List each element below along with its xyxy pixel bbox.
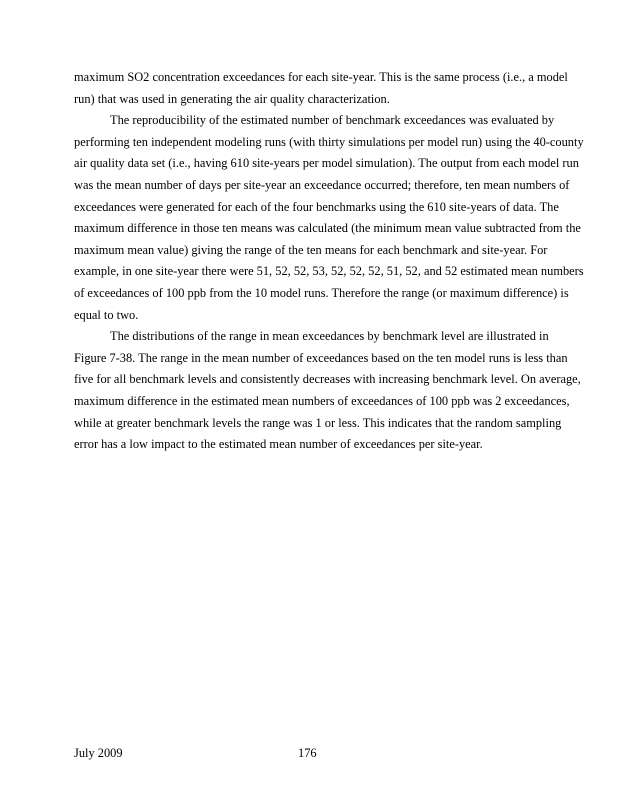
paragraph-1: maximum SO2 concentration exceedances for each site-year. This is the same process (i.e., a model run) that was used in generating the air quality characterization. [74,70,568,106]
footer-date: July 2009 [74,746,123,760]
paragraph-3: The distributions of the range in mean exceedances by benchmark level are illustrated in Figure 7-38. The range in the mean number of exceedances based on the ten model runs is less than five for all benchmark levels and consistently decreases with increasing benchmark level. On average, maximum difference in the estimated mean numbers of exceedances of 100 ppb was 2 exceedances, while at greater benchmark levels the range was 1 or less. This indicates that the random sampling error has a low impact to the estimated mean number of exceedances per site-year. [74,329,581,452]
paragraph-2: The reproducibility of the estimated number of benchmark exceedances was evaluated by performing ten independent modeling runs (with thirty simulations per model run) using the 40-county air quality data set (i.e., having 610 site-years per model simulation). The output from each model run was the mean number of days per site-year an exceedance occurred; therefore, ten mean numbers of exceedances were generated for each of the four benchmarks using the 610 site-years of data. The maximum difference in those ten means was calculated (the minimum mean value subtracted from the maximum mean value) giving the range of the ten means for each benchmark and site-year. For example, in one site-year there were 51, 52, 52, 53, 52, 52, 52, 51, 52, and 52 estimated mean numbers of exceedances of 100 ppb from the 10 model runs. Therefore the range (or maximum difference) is equal to two. [74,113,584,322]
page-number: 176 [298,746,317,760]
body-text [74,67,584,456]
